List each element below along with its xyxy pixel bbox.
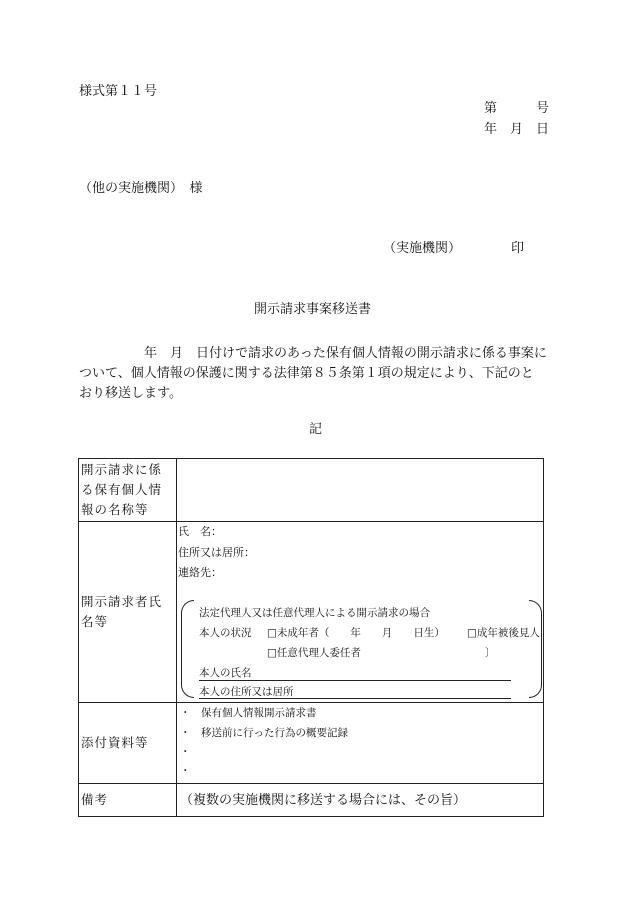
seal-mark: 印	[511, 241, 525, 256]
body-line-1: 年 月 日付けで請求のあった保有個人情報の開示請求に係る事案に	[79, 346, 547, 361]
address-label: 住所又は居所：	[178, 546, 255, 559]
list-item: ・ 保有個人情報開示請求書	[180, 707, 317, 719]
contact-label: 連絡先：	[178, 566, 222, 579]
person-name-line	[199, 680, 511, 681]
adult-ward-checkbox: □成年被後見人	[467, 627, 540, 639]
name-label: 氏 名：	[178, 525, 222, 538]
attachments-list	[177, 703, 544, 784]
body-line-3: おり移送します。	[79, 386, 182, 401]
person-name-label: 本人の氏名	[199, 667, 252, 679]
sender-agency: （実施機関）	[383, 241, 462, 256]
table-row	[79, 522, 544, 703]
document-date: 年 月 日	[484, 122, 550, 137]
right-bracket	[529, 600, 542, 698]
voluntary-agent-checkbox: □任意代理人委任者	[267, 647, 361, 659]
person-address-line	[199, 698, 511, 699]
agent-request-title: 法定代理人又は任意代理人による開示請求の場合	[199, 607, 430, 619]
row-label-info-name: 開示請求に係る保有個人情報の名称等	[79, 459, 177, 522]
addressee: （他の実施機関） 様	[79, 181, 203, 196]
ki-heading: 記	[309, 422, 323, 437]
left-bracket	[181, 600, 194, 698]
list-item: ・	[180, 765, 191, 777]
remarks-value	[177, 784, 544, 817]
row-label-remarks: 備考	[79, 784, 177, 817]
body-line-2: ついて、個人情報の保護に関する法律第８５条第１項の規定により、下記のと	[79, 366, 534, 381]
form-number: 様式第１１号	[79, 84, 158, 99]
table-row	[79, 784, 544, 817]
close-bracket: 〕	[485, 647, 496, 659]
person-address-label: 本人の住所又は居所	[199, 686, 294, 698]
list-item: ・	[180, 746, 191, 758]
table-row	[79, 703, 544, 784]
list-item: ・ 移送前に行った行為の概要記録	[180, 727, 348, 739]
remarks-text: （複数の実施機関に移送する場合には、その旨）	[180, 793, 467, 808]
minor-checkbox: □未成年者（ 年 月 日生）	[267, 627, 445, 639]
table-row	[79, 459, 544, 522]
row-label-requester: 開示請求者氏名等	[79, 522, 177, 703]
document-number: 第 号	[484, 101, 550, 116]
info-name-value	[177, 459, 544, 522]
row-label-attachments: 添付資料等	[79, 703, 177, 784]
transfer-details-table	[78, 458, 544, 817]
document-title: 開示請求事案移送書	[254, 302, 372, 317]
requester-details	[177, 522, 544, 703]
status-label: 本人の状況	[199, 627, 252, 639]
